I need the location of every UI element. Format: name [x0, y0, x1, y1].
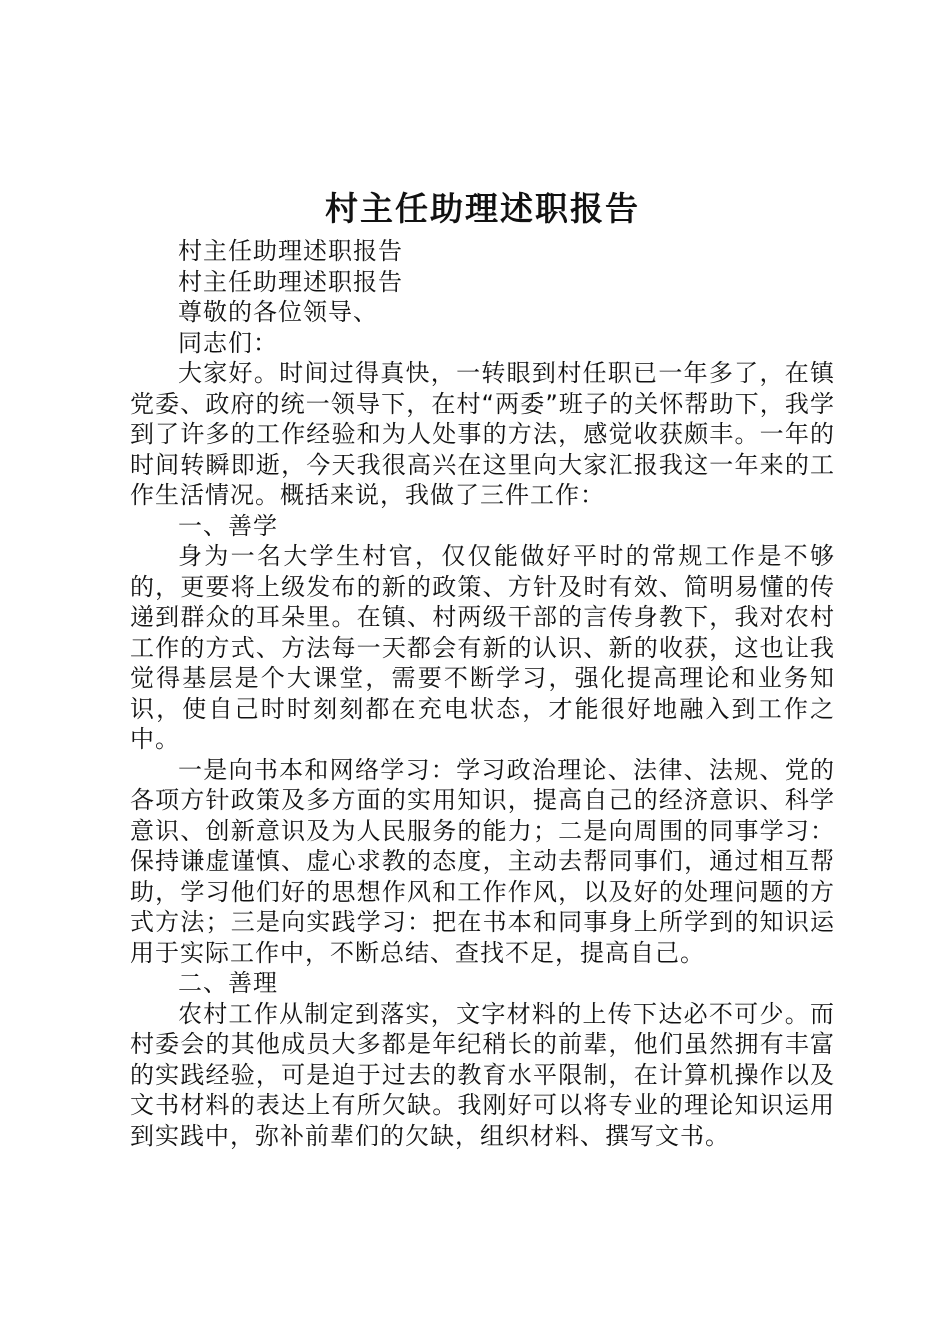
report-heading: 村主任助理述职报告 — [178, 267, 403, 296]
salutation-line-1: 尊敬的各位领导、 — [178, 298, 378, 326]
section-heading-manage: 二、善理 — [178, 969, 278, 997]
document-title: 村主任助理述职报告 — [325, 189, 640, 228]
manage-paragraph: 农村工作从制定到落实，文字材料的上传下达必不可少。而村委会的其他成员大多都是年纪稍长的前辈，他们虽然拥有丰富的实践经验，可是迫于过去的教育水平限制，在计算机操作以及文书材料的表达上有所欠缺。我刚好可以将专业的理论知识运用到实践中，弥补前辈们的欠缺，组织材料、撰写文书。 — [130, 999, 835, 1150]
study-paragraph: 身为一名大学生村官，仅仅能做好平时的常规工作是不够的，更要将上级发布的新的政策、方针及时有效、简明易懂的传递到群众的耳朵里。在镇、村两级干部的言传身教下，我对农村工作的方式、方法每一天都会有新的认识、新的收获，这也让我觉得基层是个大课堂，需要不断学习，强化提高理论和业务知识，使自己时时刻刻都在充电状态，才能很好地融入到工作之中。 — [130, 542, 835, 753]
salutation-line-2: 同志们： — [178, 328, 278, 357]
document-page — [130, 188, 835, 1151]
intro-paragraph: 大家好。时间过得真快，一转眼到村任职已一年多了，在镇党委、政府的统一领导下，在村“两委”班子的关怀帮助下，我学到了许多的工作经验和为人处事的方法，感觉收获颇丰。一年的时间转瞬即逝，今天我很高兴在这里向大家汇报我这一年来的工作生活情况。概括来说，我做了三件工作： — [130, 359, 835, 509]
document-subtitle: 村主任助理述职报告 — [178, 237, 403, 265]
section-heading-study: 一、善学 — [178, 511, 278, 540]
study-methods-paragraph: 一是向书本和网络学习：学习政治理论、法律、法规、党的各项方针政策及多方面的实用知识，提高自己的经济意识、科学意识、创新意识及为人民服务的能力；二是向周围的同事学习：保持谦虚谨慎、虚心求教的态度，主动去帮同事们，通过相互帮助，学习他们好的思想作风和工作作风，以及好的处理问题的方式方法；三是向实践学习：把在书本和同事身上所学到的知识运用于实际工作中，不断总结、查找不足，提高自己。 — [130, 755, 835, 967]
